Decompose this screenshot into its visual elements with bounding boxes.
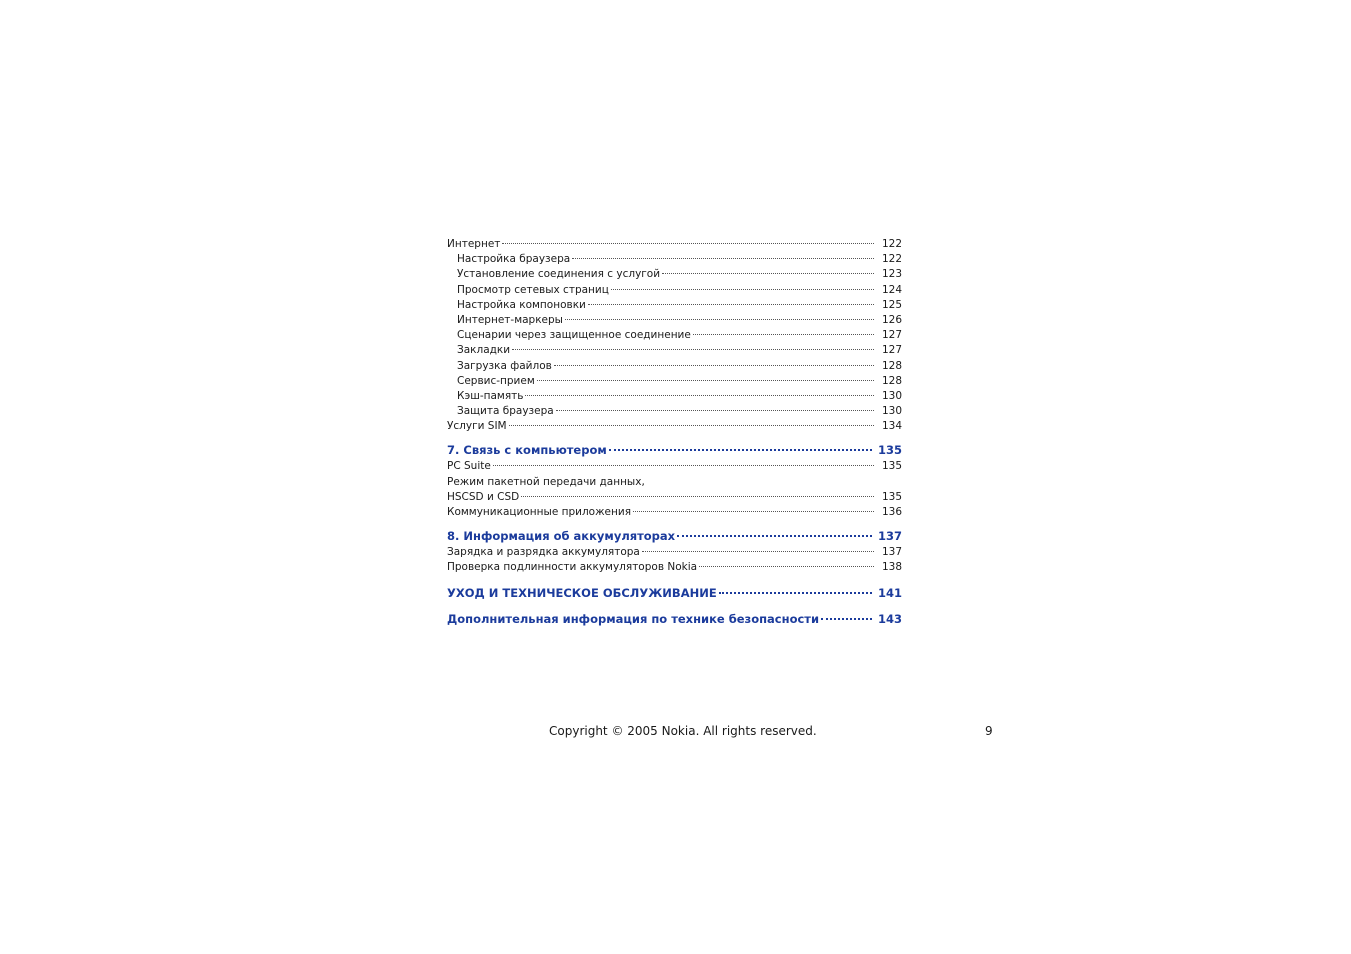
toc-dot-leader [609,449,872,451]
toc-dot-leader [521,496,874,497]
toc-subsection-entry[interactable] [447,252,902,267]
toc-chapter-entry[interactable] [447,585,902,602]
toc-dot-leader [588,304,874,305]
toc-entry-title: Дополнительная информация по технике безопасности [447,611,820,626]
toc-section-entry[interactable] [447,560,902,575]
toc-subsection-entry[interactable] [447,404,902,419]
toc-dot-leader [693,334,874,335]
toc-section-entry[interactable] [447,419,902,434]
toc-entry-title: 7. Связь с компьютером [447,443,607,458]
toc-page-number: 137 [881,546,902,559]
toc-entry-title: УХОД И ТЕХНИЧЕСКОЕ ОБСЛУЖИВАНИЕ [447,585,717,600]
toc-dot-leader [719,592,872,594]
toc-page-number: 143 [877,611,902,626]
toc-entry-title: Настройка компоновки [457,298,586,311]
toc-page-number: 137 [877,529,902,544]
toc-section-entry[interactable] [447,459,902,474]
page-footer [0,722,1351,742]
toc-page-number: 136 [881,506,902,518]
toc-entry-title: Защита браузера [457,405,554,418]
toc-dot-leader [502,243,874,244]
toc-page-number: 128 [881,359,902,372]
toc-page-number: 130 [881,405,902,418]
toc-chapter-entry[interactable] [447,442,902,459]
toc-page-number: 126 [881,313,902,326]
page-number: 9 [985,724,993,738]
toc-page-number: 125 [881,298,902,311]
toc-subsection-entry[interactable] [447,298,902,313]
toc-entry-title: Режим пакетной передачи данных, [447,475,645,488]
toc-dot-leader [509,425,874,426]
toc-dot-leader [565,319,874,320]
toc-dot-leader [699,566,874,567]
toc-page-number: 122 [881,253,902,266]
toc-section-entry[interactable] [447,237,902,252]
toc-chapter-entry[interactable] [447,611,902,628]
toc-dot-leader [525,395,874,396]
toc-entry-title: Загрузка файлов [457,359,552,372]
toc-dot-leader [821,618,872,620]
toc-subsection-entry[interactable] [447,359,902,374]
toc-chapter-entry[interactable] [447,528,902,545]
toc-section-entry[interactable] [447,505,902,520]
toc-entry-title: Услуги SIM [447,420,507,433]
toc-entry-title: Интернет [447,238,501,250]
toc-dot-leader [572,258,874,259]
toc-page-number: 127 [881,329,902,342]
toc-subsection-entry[interactable] [447,313,902,328]
toc-page-number: 122 [881,238,902,250]
toc-subsection-entry[interactable] [447,374,902,389]
toc-dot-leader [493,465,874,466]
toc-subsection-entry[interactable] [447,283,902,298]
toc-page-number: 127 [881,344,902,357]
toc-dot-leader [611,289,874,290]
toc-page-number: 124 [881,283,902,296]
toc-entry-title: Зарядка и разрядка аккумулятора [447,546,640,559]
toc-section-entry[interactable] [447,545,902,560]
toc-section-entry[interactable] [447,475,902,490]
table-of-contents [447,237,902,628]
toc-page-number: 135 [877,443,902,458]
toc-entry-title: HSCSD и CSD [447,490,520,503]
toc-page-number: 135 [881,460,902,473]
toc-page-number: 130 [881,389,902,402]
toc-page-number: 135 [881,490,902,503]
toc-entry-title: Закладки [457,344,511,357]
toc-page-number: 138 [881,561,902,574]
toc-entry-title: PC Suite [447,460,491,473]
toc-dot-leader [642,551,874,552]
toc-dot-leader [677,535,872,537]
toc-dot-leader [556,410,874,411]
toc-entry-title: Установление соединения с услугой [457,268,661,281]
toc-section-entry[interactable] [447,490,902,505]
toc-dot-leader [633,511,874,512]
toc-subsection-entry[interactable] [447,328,902,343]
toc-page-number: 123 [881,268,902,281]
toc-dot-leader [662,273,874,274]
toc-subsection-entry[interactable] [447,389,902,404]
toc-entry-title: Настройка браузера [457,253,571,266]
toc-page-number: 128 [881,374,902,387]
toc-entry-title: Просмотр сетевых страниц [457,283,609,296]
toc-entry-title: 8. Информация об аккумуляторах [447,529,676,544]
toc-entry-title: Интернет-маркеры [457,313,563,326]
toc-dot-leader [537,380,874,381]
toc-entry-title: Проверка подлинности аккумуляторов Nokia [447,561,698,574]
toc-page-number: 134 [881,420,902,433]
toc-dot-leader [512,349,874,350]
toc-entry-title: Сценарии через защищенное соединение [457,329,691,342]
toc-page-number: 141 [877,585,902,600]
toc-entry-title: Сервис-прием [457,374,535,387]
toc-dot-leader [554,365,874,366]
toc-entry-title: Коммуникационные приложения [447,506,632,518]
toc-entry-title: Кэш-память [457,389,524,402]
toc-subsection-entry[interactable] [447,267,902,282]
copyright-notice: Copyright © 2005 Nokia. All rights reserved. [549,724,817,738]
toc-subsection-entry[interactable] [447,343,902,358]
